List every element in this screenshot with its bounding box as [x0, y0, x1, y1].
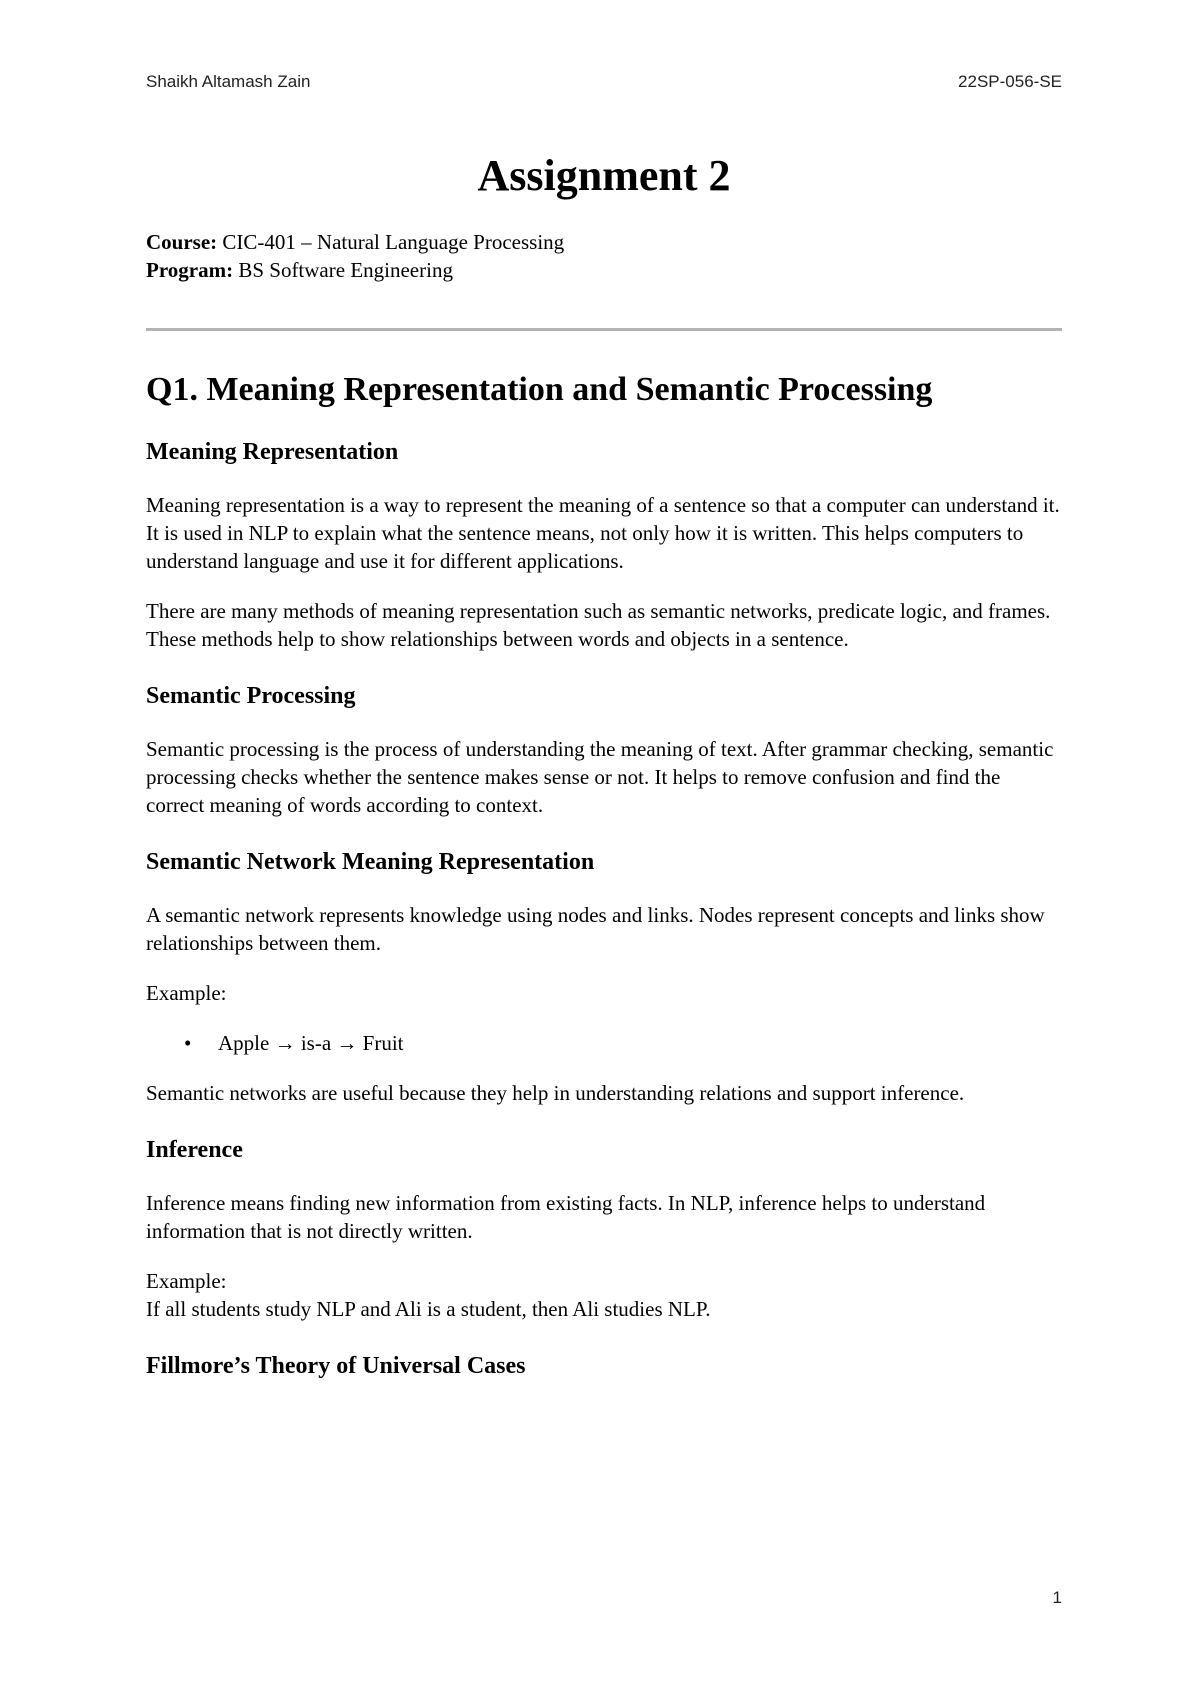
semantic-processing-heading: Semantic Processing: [146, 683, 356, 709]
program-label: Program:: [146, 258, 234, 282]
semantic-network-example-label: Example:: [146, 981, 227, 1005]
document-title: Assignment 2: [477, 151, 731, 200]
inference-paragraph: Inference means finding new information from existing facts. In NLP, inference helps to understand information that is not directly written.: [146, 1191, 986, 1243]
inference-example-text: If all students study NLP and Ali is a student, then Ali studies NLP.: [146, 1297, 711, 1321]
course-value: CIC-401 – Natural Language Processing: [222, 230, 565, 254]
q1-heading: Q1. Meaning Representation and Semantic Processing: [146, 371, 933, 408]
course-label: Course:: [146, 230, 218, 254]
meaning-representation-paragraph-1: Meaning representation is a way to represent the meaning of a sentence so that a computer can understand it. It is used in NLP to explain what the sentence means, not only how it is written. This helps computers to understand language and use it for different applications.: [146, 493, 1060, 573]
inference-example-label: Example:: [146, 1269, 227, 1293]
program-value: BS Software Engineering: [238, 258, 453, 282]
semantic-processing-paragraph: Semantic processing is the process of understanding the meaning of text. After grammar checking, semantic processing checks whether the sentence makes sense or not. It helps to remove confusion and find the correct meaning of words according to context.: [146, 737, 1054, 817]
horizontal-divider: [146, 328, 1062, 331]
header-author: Shaikh Altamash Zain: [146, 72, 311, 91]
document-body: [146, 150, 1062, 1405]
program-line: [146, 256, 1062, 284]
semantic-network-paragraph-2: Semantic networks are useful because they help in understanding relations and support inference.: [146, 1081, 965, 1105]
header-student-id: 22SP-056-SE: [958, 72, 1062, 91]
list-item: • Apple → is-a → Fruit: [146, 1029, 1062, 1057]
semantic-network-example-list: [146, 1029, 1062, 1057]
semantic-network-paragraph-1: A semantic network represents knowledge using nodes and links. Nodes represent concepts and links show relationships between them.: [146, 903, 1045, 955]
inference-heading: Inference: [146, 1137, 243, 1163]
fillmore-heading: Fillmore’s Theory of Universal Cases: [146, 1353, 526, 1379]
course-meta: [146, 228, 1062, 284]
course-line: [146, 228, 1062, 256]
meaning-representation-paragraph-2: There are many methods of meaning representation such as semantic networks, predicate logic, and frames. These methods help to show relationships between words and objects in a sentence.: [146, 599, 1051, 651]
page-number: 1: [1052, 1588, 1062, 1607]
meaning-representation-heading: Meaning Representation: [146, 439, 399, 465]
semantic-network-heading: Semantic Network Meaning Representation: [146, 849, 595, 875]
